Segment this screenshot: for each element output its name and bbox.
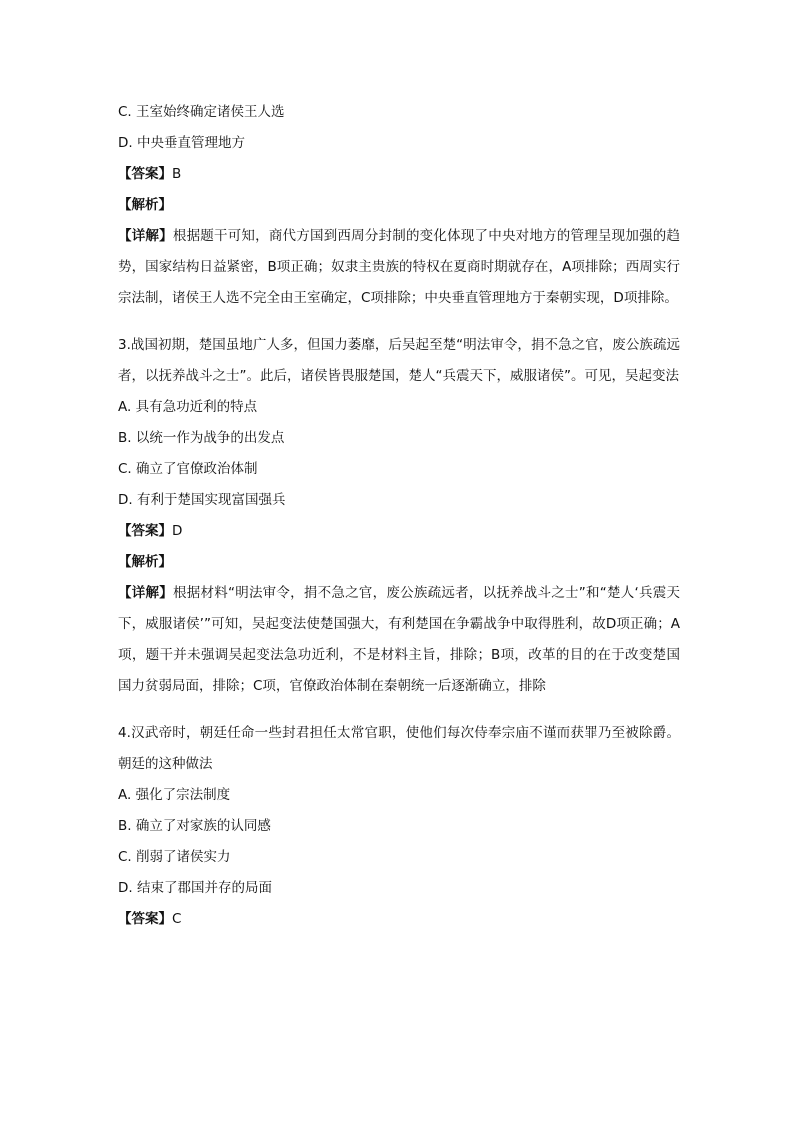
q3-stem: 3.战国初期，楚国虽地广人多，但国力萎靡，后吴起至楚“明法审令，捐不急之官，废公族疏远者，以抚养战斗之士”。此后，诸侯皆畏服楚国，楚人“兵震天下，威服诸侯”。可见，吴起变法 — [118, 337, 680, 384]
answer-label: 【答案】 — [118, 166, 172, 182]
answer-value: C — [172, 911, 182, 927]
spacer — [118, 314, 680, 330]
q4-answer — [118, 904, 680, 935]
q3-detail — [118, 578, 680, 702]
spacer — [118, 702, 680, 718]
detail-text: 根据题干可知，商代方国到西周分封制的变化体现了中央对地方的管理呈现加强的趋势，国家结构日益紧密，B项正确；奴隶主贵族的特权在夏商时期就存在，A项排除；西周实行宗法制，诸侯王人选不完全由王室确定，C项排除；中央垂直管理地方于秦朝实现，D项排除。 — [118, 228, 681, 306]
answer-value: D — [172, 523, 183, 539]
q2-option-c: C. 王室始终确定诸侯王人选 — [118, 104, 285, 120]
q3-option-a: A. 具有急功近利的特点 — [118, 399, 258, 415]
q4-option-b: B. 确立了对家族的认同感 — [118, 818, 271, 834]
q4-option-a: A. 强化了宗法制度 — [118, 787, 231, 803]
q4-option-d: D. 结束了郡国并存的局面 — [118, 880, 272, 896]
answer-label: 【答案】 — [118, 911, 172, 927]
q4-option-c: C. 削弱了诸侯实力 — [118, 849, 231, 865]
q2-option-d: D. 中央垂直管理地方 — [118, 135, 245, 151]
q3-option-b: B. 以统一作为战争的出发点 — [118, 430, 285, 446]
page-content — [118, 97, 680, 935]
detail-text: 根据材料“明法审令，捐不急之官，废公族疏远者，以抚养战斗之士”和“楚人‘兵震天下，威服诸侯’”可知，吴起变法使楚国强大，有利楚国在争霸战争中取得胜利，故D项正确；A项，题干并未强调吴起变法急功近利，不是材料主旨，排除；B项，改革的目的在于改变楚国国力贫弱局面，排除；C项，官僚政治体制在秦朝统一后逐渐确立，排除 — [118, 585, 681, 694]
q3-option-c: C. 确立了官僚政治体制 — [118, 461, 258, 477]
detail-label: 【详解】 — [118, 228, 173, 244]
q4-stem: 4.汉武帝时，朝廷任命一些封君担任太常官职，使他们每次侍奉宗庙不谨而获罪乃至被除爵。朝廷的这种做法 — [118, 725, 680, 772]
q3-option-d: D. 有利于楚国实现富国强兵 — [118, 492, 286, 508]
q3-analysis-label: 【解析】 — [118, 554, 172, 570]
q2-detail — [118, 221, 680, 314]
answer-label: 【答案】 — [118, 523, 172, 539]
answer-value: B — [172, 166, 182, 182]
q2-answer — [118, 159, 680, 190]
q2-analysis-label: 【解析】 — [118, 197, 172, 213]
detail-label: 【详解】 — [118, 585, 173, 601]
q3-answer — [118, 516, 680, 547]
